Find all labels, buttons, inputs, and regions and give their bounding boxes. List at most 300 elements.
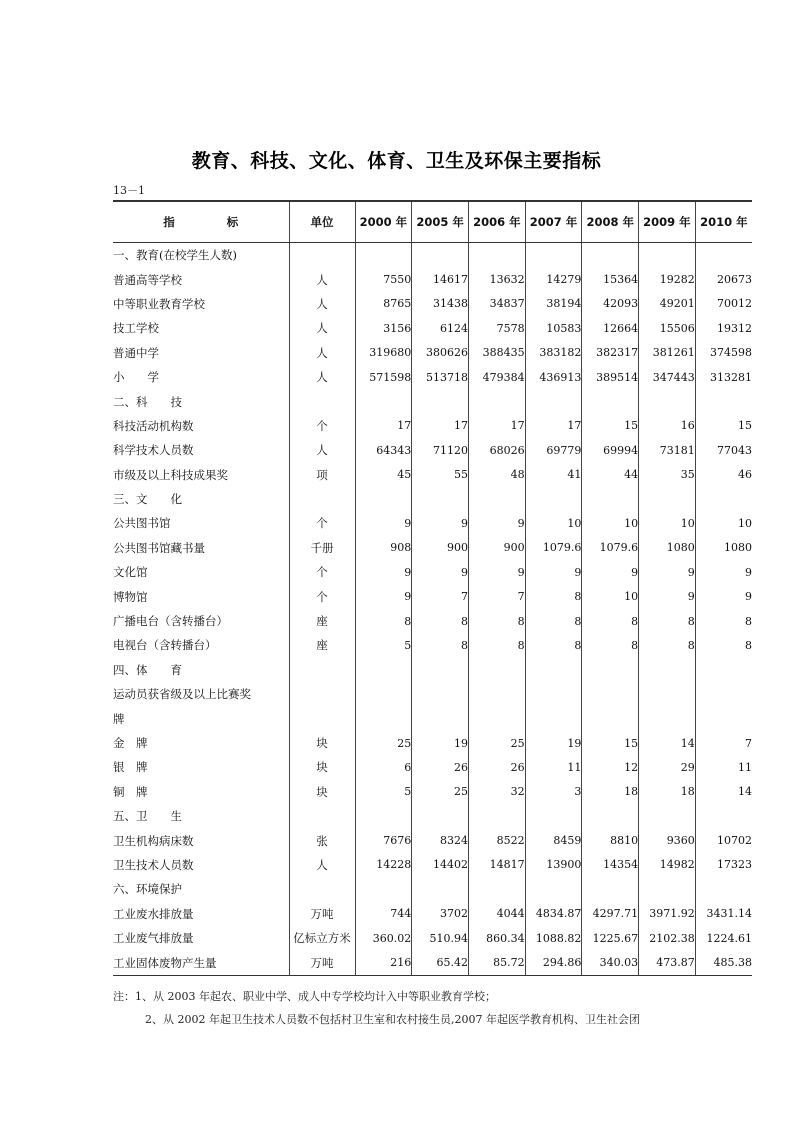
value-cell: 7 [412, 584, 469, 608]
indicator-label: 铜 牌 [113, 784, 148, 799]
value-cell: 10 [582, 584, 639, 608]
value-cell [355, 389, 412, 413]
header-year: 2006 年 [468, 201, 525, 243]
indicator-label: 中等职业教育学校 [113, 296, 205, 311]
value-cell: 25 [468, 731, 525, 755]
value-cell: 12 [582, 755, 639, 779]
section-row [113, 804, 752, 828]
value-cell [468, 706, 525, 730]
value-cell: 8 [695, 633, 752, 657]
value-cell: 15506 [639, 316, 696, 340]
value-cell: 3971.92 [639, 902, 696, 926]
value-cell: 15364 [582, 267, 639, 291]
value-cell: 381261 [639, 341, 696, 365]
indicator-label: 技工学校 [113, 321, 159, 336]
value-cell: 19 [412, 731, 469, 755]
indicator-label: 小 学 [113, 370, 159, 385]
value-cell: 14228 [355, 853, 412, 877]
section-label: 三、文 化 [113, 492, 182, 507]
value-cell: 9 [412, 511, 469, 535]
value-cell: 4834.87 [525, 902, 582, 926]
unit-cell: 人 [289, 292, 355, 316]
value-cell: 14982 [639, 853, 696, 877]
value-cell: 69994 [582, 438, 639, 462]
unit-cell: 人 [289, 438, 355, 462]
value-cell: 436913 [525, 365, 582, 389]
value-cell: 571598 [355, 365, 412, 389]
value-cell [695, 804, 752, 828]
value-cell [412, 487, 469, 511]
indicator-label: 卫生机构病床数 [113, 833, 194, 848]
value-cell: 473.87 [639, 950, 696, 975]
value-cell: 347443 [639, 365, 696, 389]
value-cell: 1088.82 [525, 926, 582, 950]
value-cell: 14817 [468, 853, 525, 877]
value-cell: 9 [355, 560, 412, 584]
value-cell [355, 658, 412, 682]
value-cell: 389514 [582, 365, 639, 389]
value-cell [639, 658, 696, 682]
header-indicator-part1: 指 [163, 215, 175, 229]
indicator-label: 公共图书馆 [113, 516, 171, 531]
table-row [113, 755, 752, 779]
value-cell: 908 [355, 536, 412, 560]
unit-cell: 块 [289, 755, 355, 779]
value-cell: 9 [468, 560, 525, 584]
value-cell: 8 [468, 633, 525, 657]
value-cell: 25 [412, 780, 469, 804]
unit-cell [289, 877, 355, 901]
value-cell: 9 [412, 560, 469, 584]
value-cell: 10583 [525, 316, 582, 340]
value-cell [525, 804, 582, 828]
indicator-label: 工业固体废物产生量 [113, 950, 289, 975]
value-cell [355, 877, 412, 901]
header-year: 2007 年 [525, 201, 582, 243]
table-row [113, 341, 752, 365]
value-cell: 65.42 [412, 950, 469, 975]
value-cell [639, 243, 696, 268]
unit-cell: 块 [289, 731, 355, 755]
value-cell: 513718 [412, 365, 469, 389]
value-cell: 15 [582, 414, 639, 438]
value-cell: 9 [695, 560, 752, 584]
value-cell: 26 [468, 755, 525, 779]
value-cell: 9360 [639, 828, 696, 852]
indicator-label: 普通中学 [113, 345, 159, 360]
value-cell [412, 243, 469, 268]
value-cell: 7550 [355, 267, 412, 291]
value-cell: 8 [582, 609, 639, 633]
value-cell: 9 [639, 560, 696, 584]
value-cell: 35 [639, 463, 696, 487]
section-row [113, 658, 752, 682]
value-cell: 374598 [695, 341, 752, 365]
header-year: 2008 年 [582, 201, 639, 243]
value-cell [582, 877, 639, 901]
section-label: 五、卫 生 [113, 809, 182, 824]
indicators-table [113, 200, 752, 976]
value-cell [639, 877, 696, 901]
value-cell [468, 243, 525, 268]
header-year: 2005 年 [412, 201, 469, 243]
unit-cell [289, 682, 355, 706]
unit-cell [289, 706, 355, 730]
table-header-row [113, 201, 752, 243]
unit-cell: 个 [289, 414, 355, 438]
unit-cell: 块 [289, 780, 355, 804]
unit-cell: 亿标立方米 [289, 926, 355, 950]
table-row [113, 926, 752, 950]
value-cell [695, 243, 752, 268]
value-cell [695, 682, 752, 706]
value-cell: 15 [582, 731, 639, 755]
value-cell: 744 [355, 902, 412, 926]
value-cell [582, 243, 639, 268]
table-row [113, 853, 752, 877]
value-cell [412, 658, 469, 682]
value-cell: 900 [468, 536, 525, 560]
value-cell: 6 [355, 755, 412, 779]
value-cell: 71120 [412, 438, 469, 462]
value-cell: 19312 [695, 316, 752, 340]
value-cell: 14 [695, 780, 752, 804]
table-number: 13－1 [113, 184, 145, 197]
value-cell [525, 487, 582, 511]
header-unit: 单位 [289, 201, 355, 243]
value-cell [582, 487, 639, 511]
unit-cell: 人 [289, 341, 355, 365]
value-cell: 17 [412, 414, 469, 438]
section-row [113, 243, 752, 268]
value-cell: 8 [525, 609, 582, 633]
value-cell [582, 682, 639, 706]
value-cell [695, 487, 752, 511]
value-cell: 16 [639, 414, 696, 438]
value-cell [695, 389, 752, 413]
value-cell [468, 682, 525, 706]
value-cell: 8 [468, 609, 525, 633]
value-cell: 19282 [639, 267, 696, 291]
value-cell: 860.34 [468, 926, 525, 950]
value-cell: 7676 [355, 828, 412, 852]
value-cell: 1080 [695, 536, 752, 560]
value-cell: 2102.38 [639, 926, 696, 950]
value-cell: 20673 [695, 267, 752, 291]
value-cell: 380626 [412, 341, 469, 365]
table-row [113, 536, 752, 560]
value-cell: 388435 [468, 341, 525, 365]
value-cell: 3702 [412, 902, 469, 926]
value-cell [468, 389, 525, 413]
indicator-label: 文化馆 [113, 565, 148, 580]
table-row [113, 365, 752, 389]
value-cell: 14617 [412, 267, 469, 291]
value-cell [525, 706, 582, 730]
value-cell: 8 [695, 609, 752, 633]
value-cell: 64343 [355, 438, 412, 462]
value-cell: 900 [412, 536, 469, 560]
value-cell [525, 243, 582, 268]
section-label: 六、环境保护 [113, 882, 182, 897]
value-cell: 479384 [468, 365, 525, 389]
value-cell: 8 [525, 584, 582, 608]
unit-cell: 个 [289, 584, 355, 608]
value-cell: 3431.14 [695, 902, 752, 926]
value-cell: 8324 [412, 828, 469, 852]
value-cell: 4297.71 [582, 902, 639, 926]
section-label: 一、教育(在校学生人数) [113, 248, 237, 263]
value-cell: 73181 [639, 438, 696, 462]
value-cell: 8 [525, 633, 582, 657]
value-cell: 14279 [525, 267, 582, 291]
value-cell: 9 [639, 584, 696, 608]
value-cell: 19 [525, 731, 582, 755]
value-cell: 294.86 [525, 950, 582, 975]
value-cell: 10 [525, 511, 582, 535]
value-cell: 9 [582, 560, 639, 584]
unit-cell: 人 [289, 365, 355, 389]
table-row [113, 828, 752, 852]
value-cell: 11 [695, 755, 752, 779]
value-cell: 8810 [582, 828, 639, 852]
value-cell: 9 [355, 584, 412, 608]
value-cell: 18 [639, 780, 696, 804]
value-cell: 8 [582, 633, 639, 657]
unit-cell: 千册 [289, 536, 355, 560]
value-cell [582, 706, 639, 730]
value-cell: 13632 [468, 267, 525, 291]
header-indicator [113, 201, 289, 243]
value-cell: 10702 [695, 828, 752, 852]
value-cell: 10 [582, 511, 639, 535]
value-cell: 70012 [695, 292, 752, 316]
value-cell: 17323 [695, 853, 752, 877]
value-cell [355, 487, 412, 511]
value-cell: 8 [412, 633, 469, 657]
unit-cell: 座 [289, 609, 355, 633]
value-cell: 9 [355, 511, 412, 535]
value-cell: 10 [639, 511, 696, 535]
unit-cell: 座 [289, 633, 355, 657]
value-cell [412, 682, 469, 706]
value-cell: 11 [525, 755, 582, 779]
value-cell [412, 389, 469, 413]
value-cell: 1224.61 [695, 926, 752, 950]
value-cell: 7578 [468, 316, 525, 340]
value-cell: 485.38 [695, 950, 752, 975]
value-cell: 510.94 [412, 926, 469, 950]
value-cell: 5 [355, 780, 412, 804]
value-cell: 32 [468, 780, 525, 804]
section-label: 二、科 技 [113, 394, 182, 409]
value-cell: 216 [355, 950, 412, 975]
value-cell: 8 [412, 609, 469, 633]
value-cell: 26 [412, 755, 469, 779]
table-row [113, 463, 752, 487]
value-cell: 5 [355, 633, 412, 657]
table-row [113, 438, 752, 462]
value-cell: 69779 [525, 438, 582, 462]
table-row [113, 267, 752, 291]
value-cell [582, 389, 639, 413]
table-row [113, 609, 752, 633]
indicator-label: 公共图书馆藏书量 [113, 540, 205, 555]
header-year: 2010 年 [695, 201, 752, 243]
value-cell: 31438 [412, 292, 469, 316]
value-cell: 18 [582, 780, 639, 804]
value-cell [695, 658, 752, 682]
header-year: 2000 年 [355, 201, 412, 243]
value-cell: 7 [695, 731, 752, 755]
table-row [113, 902, 752, 926]
value-cell: 77043 [695, 438, 752, 462]
value-cell: 38194 [525, 292, 582, 316]
header-year: 2009 年 [639, 201, 696, 243]
indicator-label: 博物馆 [113, 589, 148, 604]
value-cell: 383182 [525, 341, 582, 365]
header-indicator-part2: 标 [226, 215, 239, 229]
unit-cell: 项 [289, 463, 355, 487]
indicator-label: 科技活动机构数 [113, 418, 194, 433]
value-cell: 340.03 [582, 950, 639, 975]
value-cell: 14 [639, 731, 696, 755]
value-cell: 45 [355, 463, 412, 487]
indicator-label: 市级及以上科技成果奖 [113, 467, 228, 482]
value-cell: 9 [468, 511, 525, 535]
value-cell: 313281 [695, 365, 752, 389]
value-cell: 14354 [582, 853, 639, 877]
value-cell: 17 [525, 414, 582, 438]
unit-cell [289, 243, 355, 268]
value-cell: 49201 [639, 292, 696, 316]
footnotes [113, 985, 640, 1031]
label-row [113, 682, 752, 706]
value-cell: 14402 [412, 853, 469, 877]
unit-cell [289, 487, 355, 511]
value-cell: 382317 [582, 341, 639, 365]
value-cell [355, 682, 412, 706]
unit-cell [289, 658, 355, 682]
table-row [113, 950, 752, 975]
indicator-label: 工业废气排放量 [113, 931, 194, 946]
value-cell [412, 877, 469, 901]
table-row [113, 414, 752, 438]
table-row [113, 292, 752, 316]
value-cell [639, 389, 696, 413]
value-cell: 17 [468, 414, 525, 438]
value-cell: 1080 [639, 536, 696, 560]
footnote-2: 2、从 2002 年起卫生技术人员数不包括村卫生室和农村接生员,2007 年起医学教育机构、卫生社会团 [145, 1013, 640, 1026]
value-cell: 9 [695, 584, 752, 608]
value-cell: 12664 [582, 316, 639, 340]
unit-cell: 万吨 [289, 902, 355, 926]
value-cell: 1079.6 [525, 536, 582, 560]
section-row [113, 389, 752, 413]
value-cell: 17 [355, 414, 412, 438]
value-cell [468, 877, 525, 901]
value-cell [639, 804, 696, 828]
value-cell: 34837 [468, 292, 525, 316]
unit-cell: 个 [289, 511, 355, 535]
value-cell [468, 658, 525, 682]
value-cell [412, 706, 469, 730]
unit-cell [289, 804, 355, 828]
value-cell: 25 [355, 731, 412, 755]
value-cell [582, 658, 639, 682]
value-cell: 9 [525, 560, 582, 584]
value-cell: 85.72 [468, 950, 525, 975]
indicator-label: 电视台（含转播台） [113, 638, 217, 653]
value-cell: 3 [525, 780, 582, 804]
value-cell: 1225.67 [582, 926, 639, 950]
unit-cell: 人 [289, 853, 355, 877]
label-row [113, 706, 752, 730]
value-cell [355, 706, 412, 730]
value-cell: 29 [639, 755, 696, 779]
indicator-label: 广播电台（含转播台） [113, 614, 228, 629]
value-cell: 48 [468, 463, 525, 487]
unit-cell: 万吨 [289, 950, 355, 975]
value-cell [695, 877, 752, 901]
value-cell: 55 [412, 463, 469, 487]
value-cell: 6124 [412, 316, 469, 340]
indicator-label: 普通高等学校 [113, 272, 182, 287]
value-cell [412, 804, 469, 828]
indicator-label: 科学技术人员数 [113, 443, 194, 458]
value-cell: 8459 [525, 828, 582, 852]
value-cell [468, 487, 525, 511]
value-cell [582, 804, 639, 828]
value-cell: 46 [695, 463, 752, 487]
value-cell: 8 [639, 633, 696, 657]
value-cell: 319680 [355, 341, 412, 365]
value-cell: 42093 [582, 292, 639, 316]
indicator-label: 金 牌 [113, 736, 148, 750]
value-cell: 1079.6 [582, 536, 639, 560]
value-cell: 8 [355, 609, 412, 633]
table-row [113, 511, 752, 535]
value-cell: 15 [695, 414, 752, 438]
section-row [113, 487, 752, 511]
value-cell [639, 682, 696, 706]
unit-cell: 人 [289, 267, 355, 291]
value-cell [468, 804, 525, 828]
unit-cell: 人 [289, 316, 355, 340]
indicator-label: 牌 [113, 711, 125, 726]
value-cell [639, 706, 696, 730]
value-cell: 3156 [355, 316, 412, 340]
table-body [113, 243, 752, 976]
value-cell: 7 [468, 584, 525, 608]
value-cell: 10 [695, 511, 752, 535]
section-label: 四、体 育 [113, 662, 182, 677]
indicator-label: 运动员获省级及以上比赛奖 [113, 687, 251, 702]
unit-cell [289, 389, 355, 413]
value-cell: 68026 [468, 438, 525, 462]
indicator-label: 工业废水排放量 [113, 906, 194, 921]
value-cell: 4044 [468, 902, 525, 926]
value-cell: 13900 [525, 853, 582, 877]
table-row [113, 633, 752, 657]
value-cell [525, 389, 582, 413]
value-cell [525, 658, 582, 682]
indicator-label: 卫生技术人员数 [113, 857, 194, 872]
section-row [113, 877, 752, 901]
indicator-label: 银 牌 [113, 760, 148, 775]
value-cell [355, 804, 412, 828]
value-cell: 41 [525, 463, 582, 487]
